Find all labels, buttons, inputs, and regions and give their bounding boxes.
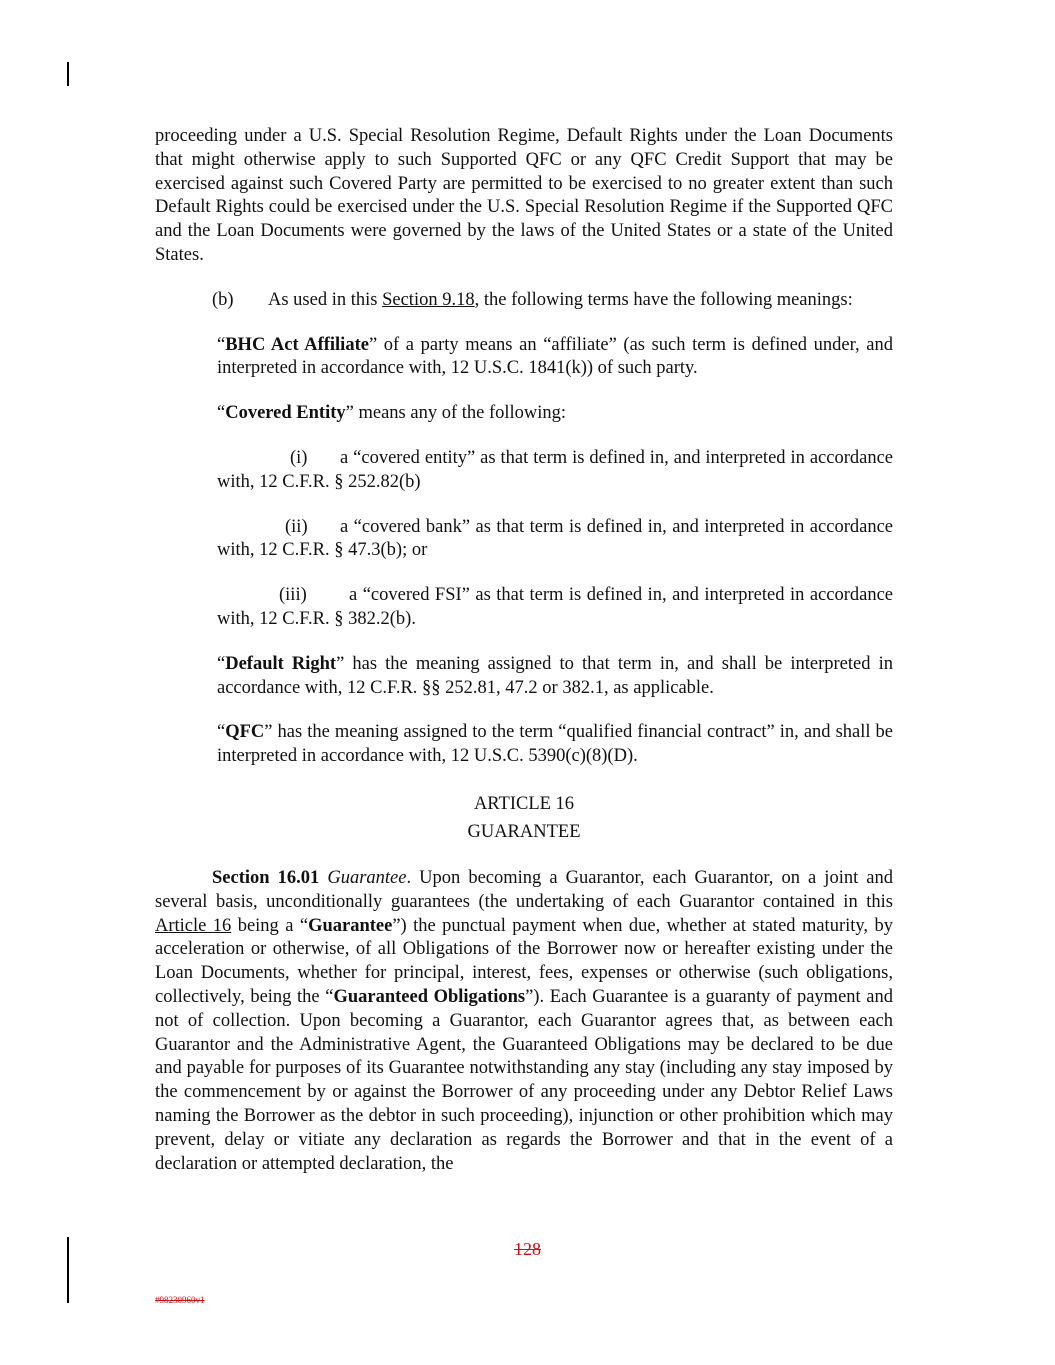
clause-text-ii: a “covered bank” as that term is defined in, and interpreted in accordance with, 12 C.F.R. § 47.3(b); or (217, 516, 893, 561)
article-number: ARTICLE 16 (473, 793, 575, 814)
section-16-01-paragraph (155, 867, 893, 1176)
clause-text-iii: a “covered FSI” as that term is defined in, and interpreted in accordance with, 12 C.F.R. § 382.2(b). (217, 585, 893, 629)
paragraph-b-pre: As used in this (268, 289, 383, 310)
section-text-3: ”) the punctual payment when due, whether at stated maturity, by acceleration or otherwise, of all Obligations of the Borrower now or hereafter existing under the Loan Documents, whether for principal, interest, fees, expenses or otherwise (such obligations, collectively, being the “ (155, 915, 893, 1007)
definition-text: ” means any of the following: (345, 403, 567, 424)
clause-text-i: a “covered entity” as that term is defined in, and interpreted in accordance with, 12 C.F.R. § 252.82(b) (217, 447, 893, 492)
definition-covered-entity (217, 402, 893, 426)
term-qfc: QFC (225, 722, 265, 743)
covered-entity-clause-i (217, 447, 893, 495)
clause-number-i: (i) (290, 447, 308, 468)
term-default-right: Default Right (225, 653, 337, 674)
document-id: #98230960v1 (155, 1295, 205, 1305)
section-text-4: ”). Each Guarantee is a guaranty of payment and not of collection. Upon becoming a Guarantor, each Guarantor agrees that, as between each Guarantor and the Administrative Agent, the Guaranteed Obligations may be declared to be due and payable for purposes of its Guarantee notwithstanding any stay (including any stay imposed by the commencement by or against the Borrower of any proceeding under any Debtor Relief Laws naming the Borrower as the debtor in such proceeding), injunction or other prohibition which may prevent, delay or vitiate any declaration as regards the Borrower and that in the event of a declaration or attempted declaration, the (155, 986, 893, 1174)
term-bhc-act-affiliate: BHC Act Affiliate (225, 334, 369, 355)
quote-open: “ (217, 653, 226, 674)
section-text-1: . Upon becoming a Guarantor, each Guarantor, on a joint and several basis, unconditionally guarantees (the undertaking of each Guarantor contained in this (155, 867, 893, 912)
definition-default-right (217, 653, 893, 701)
clause-number-ii: (ii) (285, 516, 308, 537)
term-guarantee: Guarantee (308, 915, 393, 936)
covered-entity-clause-iii (217, 584, 893, 632)
page-body (155, 125, 893, 1176)
section-16-01-title: Guarantee (327, 867, 407, 888)
term-covered-entity: Covered Entity (225, 403, 346, 424)
definition-text: ” of a party means an “affiliate” (as such term is defined under, and interpreted in accordance with, 12 U.S.C. 1841(k)) of such party. (217, 334, 893, 379)
section-16-01-heading: Section 16.01 (212, 867, 320, 888)
article-heading (155, 790, 893, 846)
article-title: GUARANTEE (467, 821, 581, 842)
covered-entity-clause-ii (217, 516, 893, 564)
paragraph-b (155, 289, 893, 313)
definition-text: ” has the meaning assigned to that term in, and shall be interpreted in accordance with, 12 C.F.R. §§ 252.81, 47.2 or 382.1, as applicable. (217, 653, 893, 698)
clause-number-iii: (iii) (279, 585, 307, 606)
page-number: 128 (514, 1239, 541, 1259)
quote-open: “ (217, 722, 226, 743)
definition-text: ” has the meaning assigned to the term “qualified financial contract” in, and shall be interpreted in accordance with, 12 U.S.C. 5390(c)(8)(D). (217, 722, 893, 767)
term-guaranteed-obligations: Guaranteed Obligations (333, 986, 526, 1007)
article-16-link[interactable]: Article 16 (155, 915, 232, 936)
quote-open: “ (217, 403, 226, 424)
section-9-18-link[interactable]: Section 9.18 (382, 289, 475, 310)
quote-open: “ (217, 334, 226, 355)
paragraph-b-number: (b) (212, 289, 234, 310)
revision-bar-top (67, 62, 69, 86)
definition-bhc-act-affiliate (217, 334, 893, 382)
definition-qfc (217, 721, 893, 769)
section-text-2: being a “ (231, 915, 309, 936)
paragraph-b-post: , the following terms have the following meanings: (474, 289, 853, 310)
intro-paragraph: proceeding under a U.S. Special Resolution Regime, Default Rights under the Loan Documents that might otherwise apply to such Supported QFC or any QFC Credit Support that may be exercised against such Covered Party are permitted to be exercised to no greater extent than such Default Rights could be exercised under the U.S. Special Resolution Regime if the Supported QFC and the Loan Documents were governed by the laws of the United States or a state of the United States. (155, 126, 893, 265)
